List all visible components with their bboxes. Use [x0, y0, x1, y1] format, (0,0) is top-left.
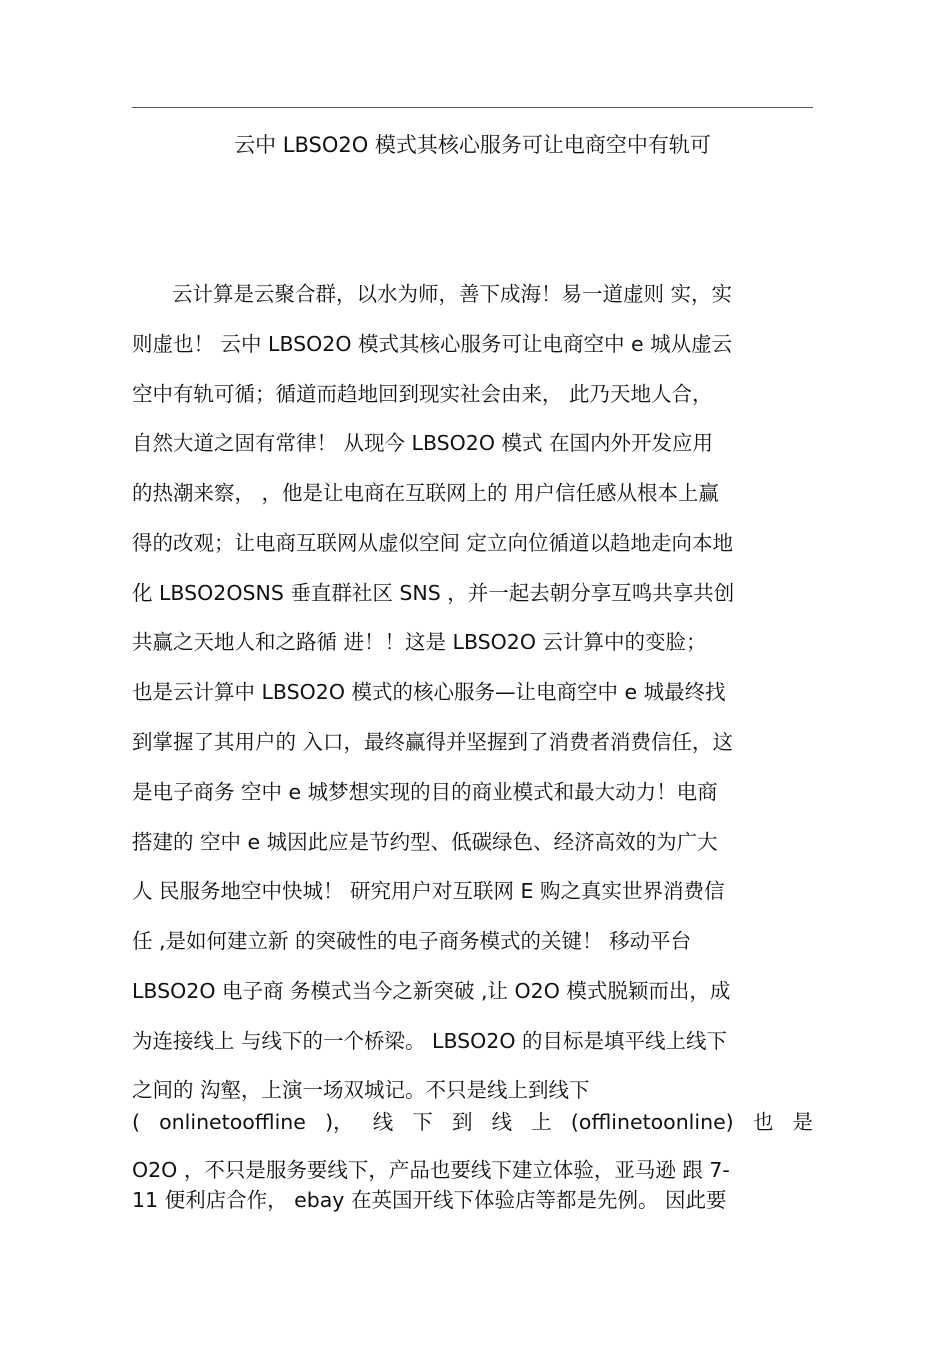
justified-word: 也 [752, 1110, 774, 1134]
justified-word: onlinetooffline [159, 1110, 306, 1134]
paragraph-line: 为连接线上 与线下的一个桥梁。 LBSO2O 的目标是填平线上线下 [132, 1029, 727, 1053]
paragraph-line: O2O ，不只是服务要线下，产品也要线下建立体验，亚马逊 跟 7- [132, 1158, 730, 1182]
paragraph-line: 得的改观；让电商互联网从虚似空间 定立向位循道以趋地走向本地 [132, 531, 734, 555]
justified-word: 下 [412, 1110, 433, 1134]
paragraph-line: LBSO2O 电子商 务模式当今之新突破 ,让 O2O 模式脱颖而出，成 [132, 979, 731, 1003]
justified-word: 是 [792, 1110, 813, 1134]
justified-word: (offlinetoonline) [570, 1110, 734, 1134]
justified-word: 到 [451, 1110, 473, 1134]
paragraph-line: 化 LBSO2OSNS 垂直群社区 SNS ，并一起去朝分享互鸣共享共创 [132, 581, 735, 605]
paragraph-line: 则虚也！ 云中 LBSO2O 模式其核心服务可让电商空中 e 城从虚云 [132, 332, 733, 356]
justified-word: )， [325, 1110, 354, 1134]
paragraph-line-justified [132, 1107, 813, 1137]
paragraph-line: 云计算是云聚合群，以水为师，善下成海！易一道虚则 实，实 [172, 282, 733, 306]
paragraph-line: 也是云计算中 LBSO2O 模式的核心服务—让电商空中 e 城最终找 [132, 680, 726, 704]
paragraph-line: 到掌握了其用户的 入口，最终赢得并坚握到了消费者消费信任，这 [132, 730, 734, 754]
paragraph-line: 空中有轨可循；循道而趋地回到现实社会由来， 此乃天地人合， [132, 382, 713, 406]
justified-word: 线 [372, 1110, 394, 1134]
paragraph-line: 是电子商务 空中 e 城梦想实现的目的商业模式和最大动力！电商 [132, 780, 718, 804]
header-rule [132, 107, 813, 108]
paragraph-line: 搭建的 空中 e 城因此应是节约型、低碳绿色、经济高效的为广大 [132, 830, 718, 854]
paragraph-line: 任 ,是如何建立新 的突破性的电子商务模式的关键！ 移动平台 [132, 929, 692, 953]
justified-word: 上 [531, 1110, 552, 1134]
paragraph-line: 的热潮来察， ，他是让电商在互联网上的 用户信任感从根本上赢 [132, 481, 720, 505]
justified-word: ( [132, 1110, 140, 1134]
paragraph-line: 人 民服务地空中快城！ 研究用户对互联网 E 购之真实世界消费信 [132, 879, 725, 903]
justified-word: 线 [491, 1110, 513, 1134]
document-title: 云中 LBSO2O 模式其核心服务可让电商空中有轨可 [234, 133, 711, 157]
paragraph-line: 11 便利店合作， ebay 在英国开线下体验店等都是先例。 因此要 [132, 1188, 727, 1212]
paragraph-line: 自然大道之固有常律！ 从现今 LBSO2O 模式 在国内外开发应用 [132, 431, 714, 455]
paragraph-line: 之间的 沟壑，上演一场双城记。不只是线上到线下 [132, 1078, 590, 1102]
paragraph-line: 共赢之天地人和之路循 进！！这是 LBSO2O 云计算中的变脸； [132, 630, 707, 654]
